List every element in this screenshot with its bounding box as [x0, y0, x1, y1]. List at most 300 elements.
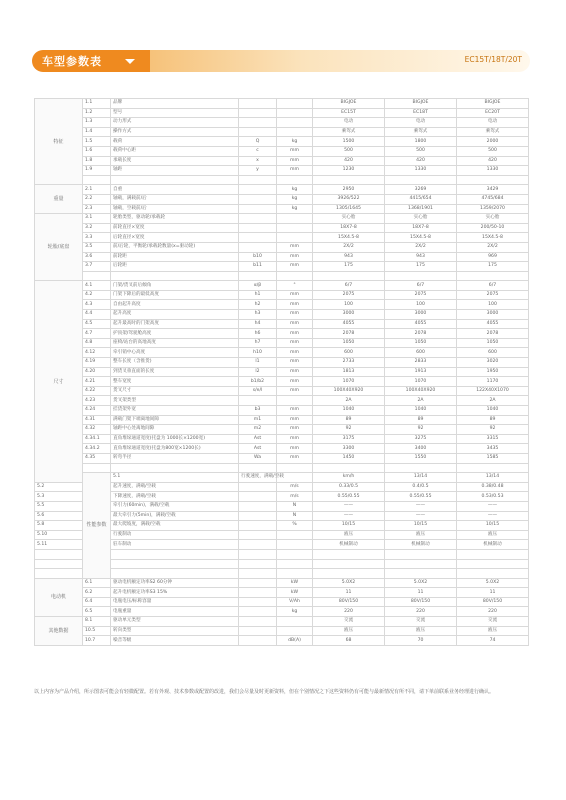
parameter-unit: mm — [277, 444, 313, 454]
section-title-bar — [32, 50, 150, 72]
model-value: 3175 — [313, 434, 385, 444]
parameter-unit: V/Ah — [277, 597, 313, 607]
parameter-symbol: h4 — [239, 319, 277, 329]
model-value: 5.0X2 — [457, 578, 529, 588]
parameter-symbol: y — [239, 166, 277, 176]
parameter-unit: mm — [277, 146, 313, 156]
model-value: 1230 — [313, 166, 385, 176]
parameter-name: 电瓶电压/标称容量 — [111, 597, 239, 607]
model-value — [457, 271, 529, 281]
model-value — [457, 559, 529, 569]
parameter-unit: mm — [277, 386, 313, 396]
model-value: 420 — [313, 156, 385, 166]
parameter-unit: mm — [277, 290, 313, 300]
parameter-name: 前轮直径×宽度 — [111, 223, 239, 233]
model-value — [313, 463, 385, 473]
model-value: 100 — [313, 300, 385, 310]
parameter-name: 后轮距 — [111, 262, 239, 272]
parameter-unit: mm — [277, 425, 313, 435]
parameter-unit — [277, 99, 313, 109]
item-number: 3.7 — [83, 262, 111, 272]
item-number: 3.1 — [83, 214, 111, 224]
parameter-name: 门架下降后的最低高度 — [111, 290, 239, 300]
model-value: 100X40X920 — [385, 386, 457, 396]
model-value: 500 — [457, 146, 529, 156]
parameter-unit: mm — [277, 434, 313, 444]
item-number — [35, 569, 83, 579]
parameter-name: 行驶制动 — [111, 530, 239, 540]
group-label: 性能参数 — [83, 473, 111, 579]
item-number: 1.6 — [83, 146, 111, 156]
table-row — [35, 300, 529, 310]
item-number: 5.8 — [35, 521, 83, 531]
item-number: 4.21 — [83, 377, 111, 387]
parameter-unit — [277, 549, 313, 559]
parameter-unit — [277, 127, 313, 137]
model-value: 电动 — [385, 118, 457, 128]
model-value — [385, 271, 457, 281]
model-value: BIGJOE — [313, 99, 385, 109]
model-value: 3315 — [457, 434, 529, 444]
model-value: 1950 — [457, 367, 529, 377]
parameter-name: 品牌 — [111, 99, 239, 109]
model-value: 2X/2 — [313, 242, 385, 252]
table-row — [35, 271, 529, 281]
model-value — [385, 463, 457, 473]
model-value: 68 — [313, 636, 385, 646]
model-value — [457, 463, 529, 473]
parameter-name: 整车长度（含推货) — [111, 358, 239, 368]
model-value: 122X40X1070 — [457, 386, 529, 396]
parameter-symbol — [239, 99, 277, 109]
parameter-name: 满载门架下端离地间隙 — [111, 415, 239, 425]
item-number: 1.1 — [83, 99, 111, 109]
model-value: 液压 — [457, 530, 529, 540]
item-number: 6.2 — [83, 588, 111, 598]
parameter-unit: kW — [277, 588, 313, 598]
model-value: 11 — [313, 588, 385, 598]
parameter-name: 驱动单元类型 — [111, 617, 239, 627]
model-value: 1500 — [313, 137, 385, 147]
parameter-unit — [277, 396, 313, 406]
item-number: 4.3 — [83, 300, 111, 310]
parameter-symbol: h10 — [239, 348, 277, 358]
table-row — [35, 290, 529, 300]
parameter-unit: mm — [277, 310, 313, 320]
model-value: 600 — [313, 348, 385, 358]
model-value: 机械制动 — [313, 540, 385, 550]
parameter-symbol — [239, 636, 277, 646]
model-value: 0.55/0.55 — [385, 492, 457, 502]
item-number — [35, 559, 83, 569]
table-row — [35, 127, 529, 137]
model-value — [313, 569, 385, 579]
item-number: 4.35 — [83, 453, 111, 463]
parameter-name: 起升高度 — [111, 310, 239, 320]
model-value: —— — [313, 501, 385, 511]
model-value: 600 — [457, 348, 529, 358]
item-number: 5.10 — [35, 530, 83, 540]
model-value: 2078 — [313, 329, 385, 339]
parameter-name: 牵引销中心高度 — [111, 348, 239, 358]
model-value: 0.38/0.48 — [457, 482, 529, 492]
model-value: 80V/150 — [457, 597, 529, 607]
model-value: 500 — [385, 146, 457, 156]
parameter-symbol — [239, 223, 277, 233]
parameter-symbol — [239, 482, 277, 492]
model-value — [313, 175, 385, 185]
parameter-unit: mm — [277, 252, 313, 262]
parameter-symbol: c — [239, 146, 277, 156]
table-row — [35, 425, 529, 435]
item-number: 3.6 — [83, 252, 111, 262]
table-row — [35, 434, 529, 444]
model-value: 电动 — [457, 118, 529, 128]
item-number: 5.2 — [35, 482, 83, 492]
model-value: 80V/150 — [385, 597, 457, 607]
parameter-unit — [277, 108, 313, 118]
model-value: 1050 — [385, 338, 457, 348]
parameter-symbol: l1 — [239, 358, 277, 368]
parameter-symbol — [239, 578, 277, 588]
parameter-symbol: Ast — [239, 444, 277, 454]
model-value: EC15T — [313, 108, 385, 118]
item-number: 1.5 — [83, 137, 111, 147]
parameter-symbol — [239, 396, 277, 406]
model-value: 2075 — [457, 290, 529, 300]
parameter-unit — [277, 530, 313, 540]
parameter-unit: km/h — [313, 473, 385, 483]
parameter-name: 轴距 — [111, 166, 239, 176]
model-value: 100 — [385, 300, 457, 310]
model-value: 4055 — [313, 319, 385, 329]
model-value: 18X7-8 — [385, 223, 457, 233]
model-value: 0.33/0.5 — [313, 482, 385, 492]
model-value: 实心胎 — [313, 214, 385, 224]
model-value: 969 — [457, 252, 529, 262]
item-number — [35, 549, 83, 559]
item-number: 2.1 — [83, 185, 111, 195]
parameter-name: 驱动电机额定功率S2 60分钟 — [111, 578, 239, 588]
table-row — [35, 367, 529, 377]
item-number: 1.3 — [83, 118, 111, 128]
model-value: 92 — [385, 425, 457, 435]
table-row — [35, 396, 529, 406]
model-value: 80V/150 — [313, 597, 385, 607]
model-value: 2733 — [313, 358, 385, 368]
table-row — [35, 204, 529, 214]
model-value: 0.55/0.55 — [313, 492, 385, 502]
model-value — [313, 559, 385, 569]
parameter-symbol — [239, 242, 277, 252]
table-row — [35, 194, 529, 204]
model-value: 3429 — [457, 185, 529, 195]
parameter-name: 动力形式 — [111, 118, 239, 128]
parameter-unit — [277, 223, 313, 233]
parameter-name: 最大牵引力(5min)，满载/空载 — [111, 511, 239, 521]
parameter-unit — [277, 118, 313, 128]
parameter-symbol — [239, 271, 277, 281]
table-row — [35, 338, 529, 348]
parameter-unit: mm — [277, 338, 313, 348]
disclaimer-note: 以上内容为产品介绍，所示图表可能会有轻微配置。若有外观、技术参数或配置的改进，我们会尽量及时更新资料，但在个别情况之下这些资料仍有可能与最新情况有所不同，请下单前联系业务经理进行确认。 — [34, 689, 495, 695]
item-number: 6.4 — [83, 597, 111, 607]
model-value: 4415/654 — [385, 194, 457, 204]
item-number — [83, 463, 111, 473]
parameter-unit: mm — [277, 262, 313, 272]
model-value: 220 — [457, 607, 529, 617]
parameter-symbol — [239, 463, 277, 473]
parameter-symbol — [239, 617, 277, 627]
parameter-symbol — [239, 626, 277, 636]
item-number — [83, 175, 111, 185]
parameter-name: 到货叉垂直面的长度 — [111, 367, 239, 377]
item-number: 4.5 — [83, 319, 111, 329]
parameter-symbol: h1 — [239, 290, 277, 300]
item-number: 8.1 — [83, 617, 111, 627]
parameter-symbol: l2 — [239, 367, 277, 377]
parameter-name: 门架/货叉前后倾角 — [111, 281, 239, 291]
table-row — [35, 406, 529, 416]
model-value: 420 — [385, 156, 457, 166]
model-value — [457, 175, 529, 185]
parameter-symbol — [239, 214, 277, 224]
parameter-symbol — [239, 588, 277, 598]
model-value: 89 — [457, 415, 529, 425]
model-value: 3020 — [457, 358, 529, 368]
table-row — [35, 636, 529, 646]
parameter-name: 噪音等级 — [111, 636, 239, 646]
item-number: 6.1 — [83, 578, 111, 588]
model-value: 92 — [457, 425, 529, 435]
parameter-symbol: h3 — [239, 310, 277, 320]
item-number: 5.11 — [35, 540, 83, 550]
model-value — [385, 569, 457, 579]
model-value: 1305/1645 — [313, 204, 385, 214]
model-value: 3000 — [457, 310, 529, 320]
model-value: 1550 — [385, 453, 457, 463]
parameter-name: 轮胎类型，驱动轮/承载轮 — [111, 214, 239, 224]
parameter-name — [111, 175, 239, 185]
model-value: 2X/2 — [385, 242, 457, 252]
item-number: 4.23 — [83, 396, 111, 406]
model-value: 电动 — [313, 118, 385, 128]
parameter-name: 转弯半径 — [111, 453, 239, 463]
model-value: 100X40X920 — [313, 386, 385, 396]
model-range: EC15T/18T/20T — [464, 55, 522, 64]
parameter-symbol: b3 — [239, 406, 277, 416]
table-row — [35, 137, 529, 147]
parameter-unit: ° — [277, 281, 313, 291]
parameter-name: 护顶架/驾驶舱高度 — [111, 329, 239, 339]
model-value: 18X7-8 — [313, 223, 385, 233]
model-value: 交流 — [313, 617, 385, 627]
table-row — [35, 453, 529, 463]
item-number: 5.6 — [35, 511, 83, 521]
parameter-name — [111, 271, 239, 281]
model-value — [313, 271, 385, 281]
item-number: 4.19 — [83, 358, 111, 368]
parameter-symbol: s/e/l — [239, 386, 277, 396]
section-title-gradient — [150, 50, 530, 72]
item-number: 4.2 — [83, 290, 111, 300]
model-value: 15X4.5-8 — [457, 233, 529, 243]
model-value: 交流 — [385, 617, 457, 627]
model-value: 2000 — [457, 137, 529, 147]
parameter-name: 自重 — [111, 185, 239, 195]
model-value: 10/15 — [385, 521, 457, 531]
item-number: 10.5 — [83, 626, 111, 636]
model-value: 2833 — [385, 358, 457, 368]
parameter-name: 起升最高时的门架高度 — [111, 319, 239, 329]
parameter-name: 轴载，空载前/后 — [111, 204, 239, 214]
model-value: 2075 — [313, 290, 385, 300]
model-value: 1913 — [385, 367, 457, 377]
model-value: —— — [385, 511, 457, 521]
parameter-symbol: Wa — [239, 453, 277, 463]
parameter-unit: % — [277, 521, 313, 531]
table-row — [35, 175, 529, 185]
parameter-symbol — [239, 521, 277, 531]
parameter-name: 挂货架外宽 — [111, 406, 239, 416]
table-row — [35, 358, 529, 368]
parameter-name — [111, 569, 239, 579]
parameter-unit — [277, 233, 313, 243]
model-value: EC18T — [385, 108, 457, 118]
parameter-name: 驻车制动 — [111, 540, 239, 550]
parameter-symbol: α/β — [239, 281, 277, 291]
table-row — [35, 233, 529, 243]
model-value: 3300 — [313, 444, 385, 454]
table-row — [35, 444, 529, 454]
parameter-unit: mm — [277, 453, 313, 463]
model-value — [385, 549, 457, 559]
model-value: 600 — [385, 348, 457, 358]
table-row — [35, 185, 529, 195]
item-number: 2.2 — [83, 194, 111, 204]
model-value: 1368/1901 — [385, 204, 457, 214]
item-number: 4.34.2 — [83, 444, 111, 454]
model-value: 6/7 — [457, 281, 529, 291]
parameter-unit: kW — [277, 578, 313, 588]
group-label: 特征 — [35, 99, 83, 185]
model-value: 2A — [385, 396, 457, 406]
parameter-name: 直角堆垛通道宽度(托盘为 1000长×1200宽) — [111, 434, 239, 444]
parameter-symbol — [239, 108, 277, 118]
parameter-symbol — [239, 118, 277, 128]
parameter-name: 载荷 — [111, 137, 239, 147]
section-header — [32, 50, 530, 72]
parameter-symbol — [239, 549, 277, 559]
table-row — [35, 223, 529, 233]
model-value: 1359/2070 — [457, 204, 529, 214]
model-value: 89 — [313, 415, 385, 425]
parameter-name: 最大爬坡度，满载/空载 — [111, 521, 239, 531]
model-value: 0.53/0.53 — [457, 492, 529, 502]
table-row — [35, 348, 529, 358]
table-row — [35, 415, 529, 425]
parameter-symbol: h6 — [239, 329, 277, 339]
parameter-name: 行驶速度，满载/空载 — [239, 473, 277, 483]
parameter-unit — [277, 569, 313, 579]
parameter-unit: mm — [277, 319, 313, 329]
model-value: 74 — [457, 636, 529, 646]
parameter-unit — [277, 175, 313, 185]
item-number: 5.5 — [35, 501, 83, 511]
item-number: 4.31 — [83, 415, 111, 425]
model-value — [385, 175, 457, 185]
model-value: 15X4.5-8 — [385, 233, 457, 243]
model-value: 2X/2 — [457, 242, 529, 252]
model-value: 220 — [385, 607, 457, 617]
model-value: BIGJOE — [457, 99, 529, 109]
table-row — [35, 607, 529, 617]
parameter-unit — [277, 617, 313, 627]
group-label: 电动机 — [35, 578, 83, 616]
parameter-symbol: Q — [239, 137, 277, 147]
model-value: 3435 — [457, 444, 529, 454]
item-number: 6.5 — [83, 607, 111, 617]
table-row — [35, 166, 529, 176]
parameter-name: 货叉架类型 — [111, 396, 239, 406]
section-title: 车型参数表 — [42, 55, 102, 68]
parameter-name: 操作方式 — [111, 127, 239, 137]
model-value — [457, 569, 529, 579]
parameter-name — [111, 559, 239, 569]
model-value: 92 — [313, 425, 385, 435]
parameter-symbol: h2 — [239, 300, 277, 310]
table-row — [35, 108, 529, 118]
model-value: 6/7 — [313, 281, 385, 291]
parameter-symbol — [239, 597, 277, 607]
parameter-name: 牵引力(60min)，满载/空载 — [111, 501, 239, 511]
parameter-symbol: m1 — [239, 415, 277, 425]
model-value: 2078 — [457, 329, 529, 339]
model-value: 420 — [457, 156, 529, 166]
model-value: 2075 — [385, 290, 457, 300]
model-value: 11 — [457, 588, 529, 598]
model-value: 3275 — [385, 434, 457, 444]
parameter-name: 后轮直径×宽度 — [111, 233, 239, 243]
parameter-symbol — [239, 185, 277, 195]
model-value: 1450 — [313, 453, 385, 463]
parameter-unit: mm — [277, 166, 313, 176]
parameter-unit — [277, 559, 313, 569]
parameter-symbol: Ast — [239, 434, 277, 444]
parameter-name — [111, 463, 239, 473]
group-label: 轮胎/底盘 — [35, 214, 83, 281]
parameter-symbol — [239, 233, 277, 243]
parameter-unit: N — [277, 511, 313, 521]
parameter-name: 承载长度 — [111, 156, 239, 166]
model-value: 5.0X2 — [385, 578, 457, 588]
model-value: 乘驾式 — [385, 127, 457, 137]
parameter-unit: mm — [277, 358, 313, 368]
parameter-unit: m/s — [277, 482, 313, 492]
model-value: 13/14 — [385, 473, 457, 483]
table-row — [35, 588, 529, 598]
model-value: 1800 — [385, 137, 457, 147]
table-row — [35, 473, 529, 483]
group-label: 重量 — [35, 185, 83, 214]
parameter-symbol — [239, 175, 277, 185]
model-value: 175 — [457, 262, 529, 272]
model-value: 液压 — [457, 626, 529, 636]
item-number: 1.2 — [83, 108, 111, 118]
item-number: 5.3 — [35, 492, 83, 502]
model-value: 943 — [313, 252, 385, 262]
parameter-unit: kg — [277, 137, 313, 147]
